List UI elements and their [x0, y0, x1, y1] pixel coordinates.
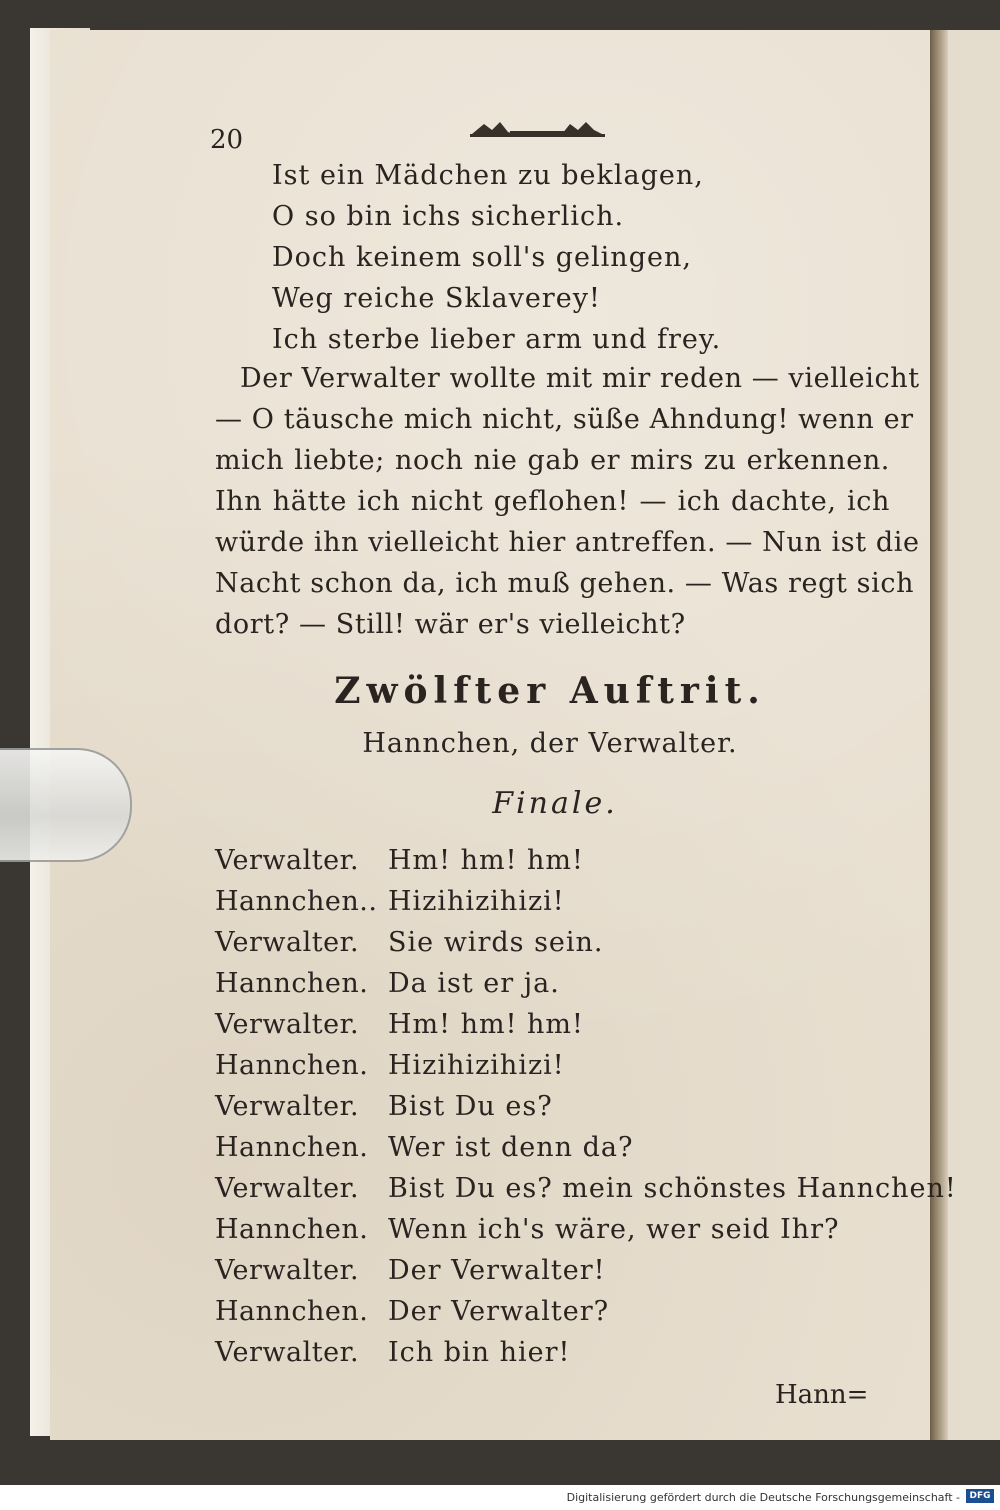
speaker-name: Hannchen.	[215, 1132, 369, 1163]
prose-line: mich liebte; noch nie gab er mirs zu erkennen.	[215, 445, 890, 476]
speaker-name: Hannchen..	[215, 886, 378, 917]
prose-line: Ihn hätte ich nicht geflohen! — ich dachte, ich	[215, 486, 890, 517]
dialogue-line: Ich bin hier!	[388, 1337, 571, 1368]
dialogue-line: Hm! hm! hm!	[388, 845, 584, 876]
dfg-logo: DFG	[966, 1489, 994, 1503]
speaker-name: Verwalter.	[215, 1091, 360, 1122]
dialogue-line: Der Verwalter?	[388, 1296, 610, 1327]
verse-line: Ist ein Mädchen zu beklagen,	[272, 160, 704, 191]
dialogue-line: Hizihizihizi!	[388, 886, 565, 917]
speaker-name: Hannchen.	[215, 1296, 369, 1327]
speaker-name: Verwalter.	[215, 1009, 360, 1040]
dialogue-line: Hm! hm! hm!	[388, 1009, 584, 1040]
speaker-name: Verwalter.	[215, 845, 360, 876]
digitization-credit: Digitalisierung gefördert durch die Deutsche Forschungsgemeinschaft -	[566, 1491, 960, 1504]
scene-heading: Zwölfter Auftrit.	[334, 670, 766, 712]
verse-line: Ich sterbe lieber arm und frey.	[272, 324, 722, 355]
catchword: Hann=	[775, 1380, 869, 1410]
speaker-name: Verwalter.	[215, 927, 360, 958]
prose-line: — O täusche mich nicht, süße Ahndung! wenn er	[215, 404, 914, 435]
speaker-name: Verwalter.	[215, 1255, 360, 1286]
dialogue-line: Der Verwalter!	[388, 1255, 606, 1286]
prose-line: Der Verwalter wollte mit mir reden — vielleicht	[240, 363, 920, 394]
verse-line: Doch keinem soll's gelingen,	[272, 242, 692, 273]
ornament-icon	[470, 118, 605, 138]
speaker-name: Hannchen.	[215, 1050, 369, 1081]
dialogue-line: Bist Du es? mein schönstes Hannchen!	[388, 1173, 957, 1204]
dialogue-line: Hizihizihizi!	[388, 1050, 565, 1081]
dialogue-line: Bist Du es?	[388, 1091, 553, 1122]
verse-line: O so bin ichs sicherlich.	[272, 201, 625, 232]
speaker-name: Hannchen.	[215, 968, 369, 999]
dialogue-line: Sie wirds sein.	[388, 927, 604, 958]
speaker-name: Verwalter.	[215, 1337, 360, 1368]
speaker-name: Hannchen.	[215, 1214, 369, 1245]
prose-line: würde ihn vielleicht hier antreffen. — Nun ist die	[215, 527, 920, 558]
finale-title: Finale.	[492, 786, 618, 821]
prose-line: dort? — Still! wär er's vielleicht?	[215, 609, 686, 640]
page-number: 20	[210, 125, 244, 155]
dialogue-line: Wenn ich's wäre, wer seid Ihr?	[388, 1214, 840, 1245]
dialogue-line: Wer ist denn da?	[388, 1132, 634, 1163]
dialogue-line: Da ist er ja.	[388, 968, 560, 999]
scene-persons: Hannchen, der Verwalter.	[362, 728, 738, 759]
speaker-name: Verwalter.	[215, 1173, 360, 1204]
prose-line: Nacht schon da, ich muß gehen. — Was regt sich	[215, 568, 915, 599]
verse-line: Weg reiche Sklaverey!	[272, 283, 601, 314]
